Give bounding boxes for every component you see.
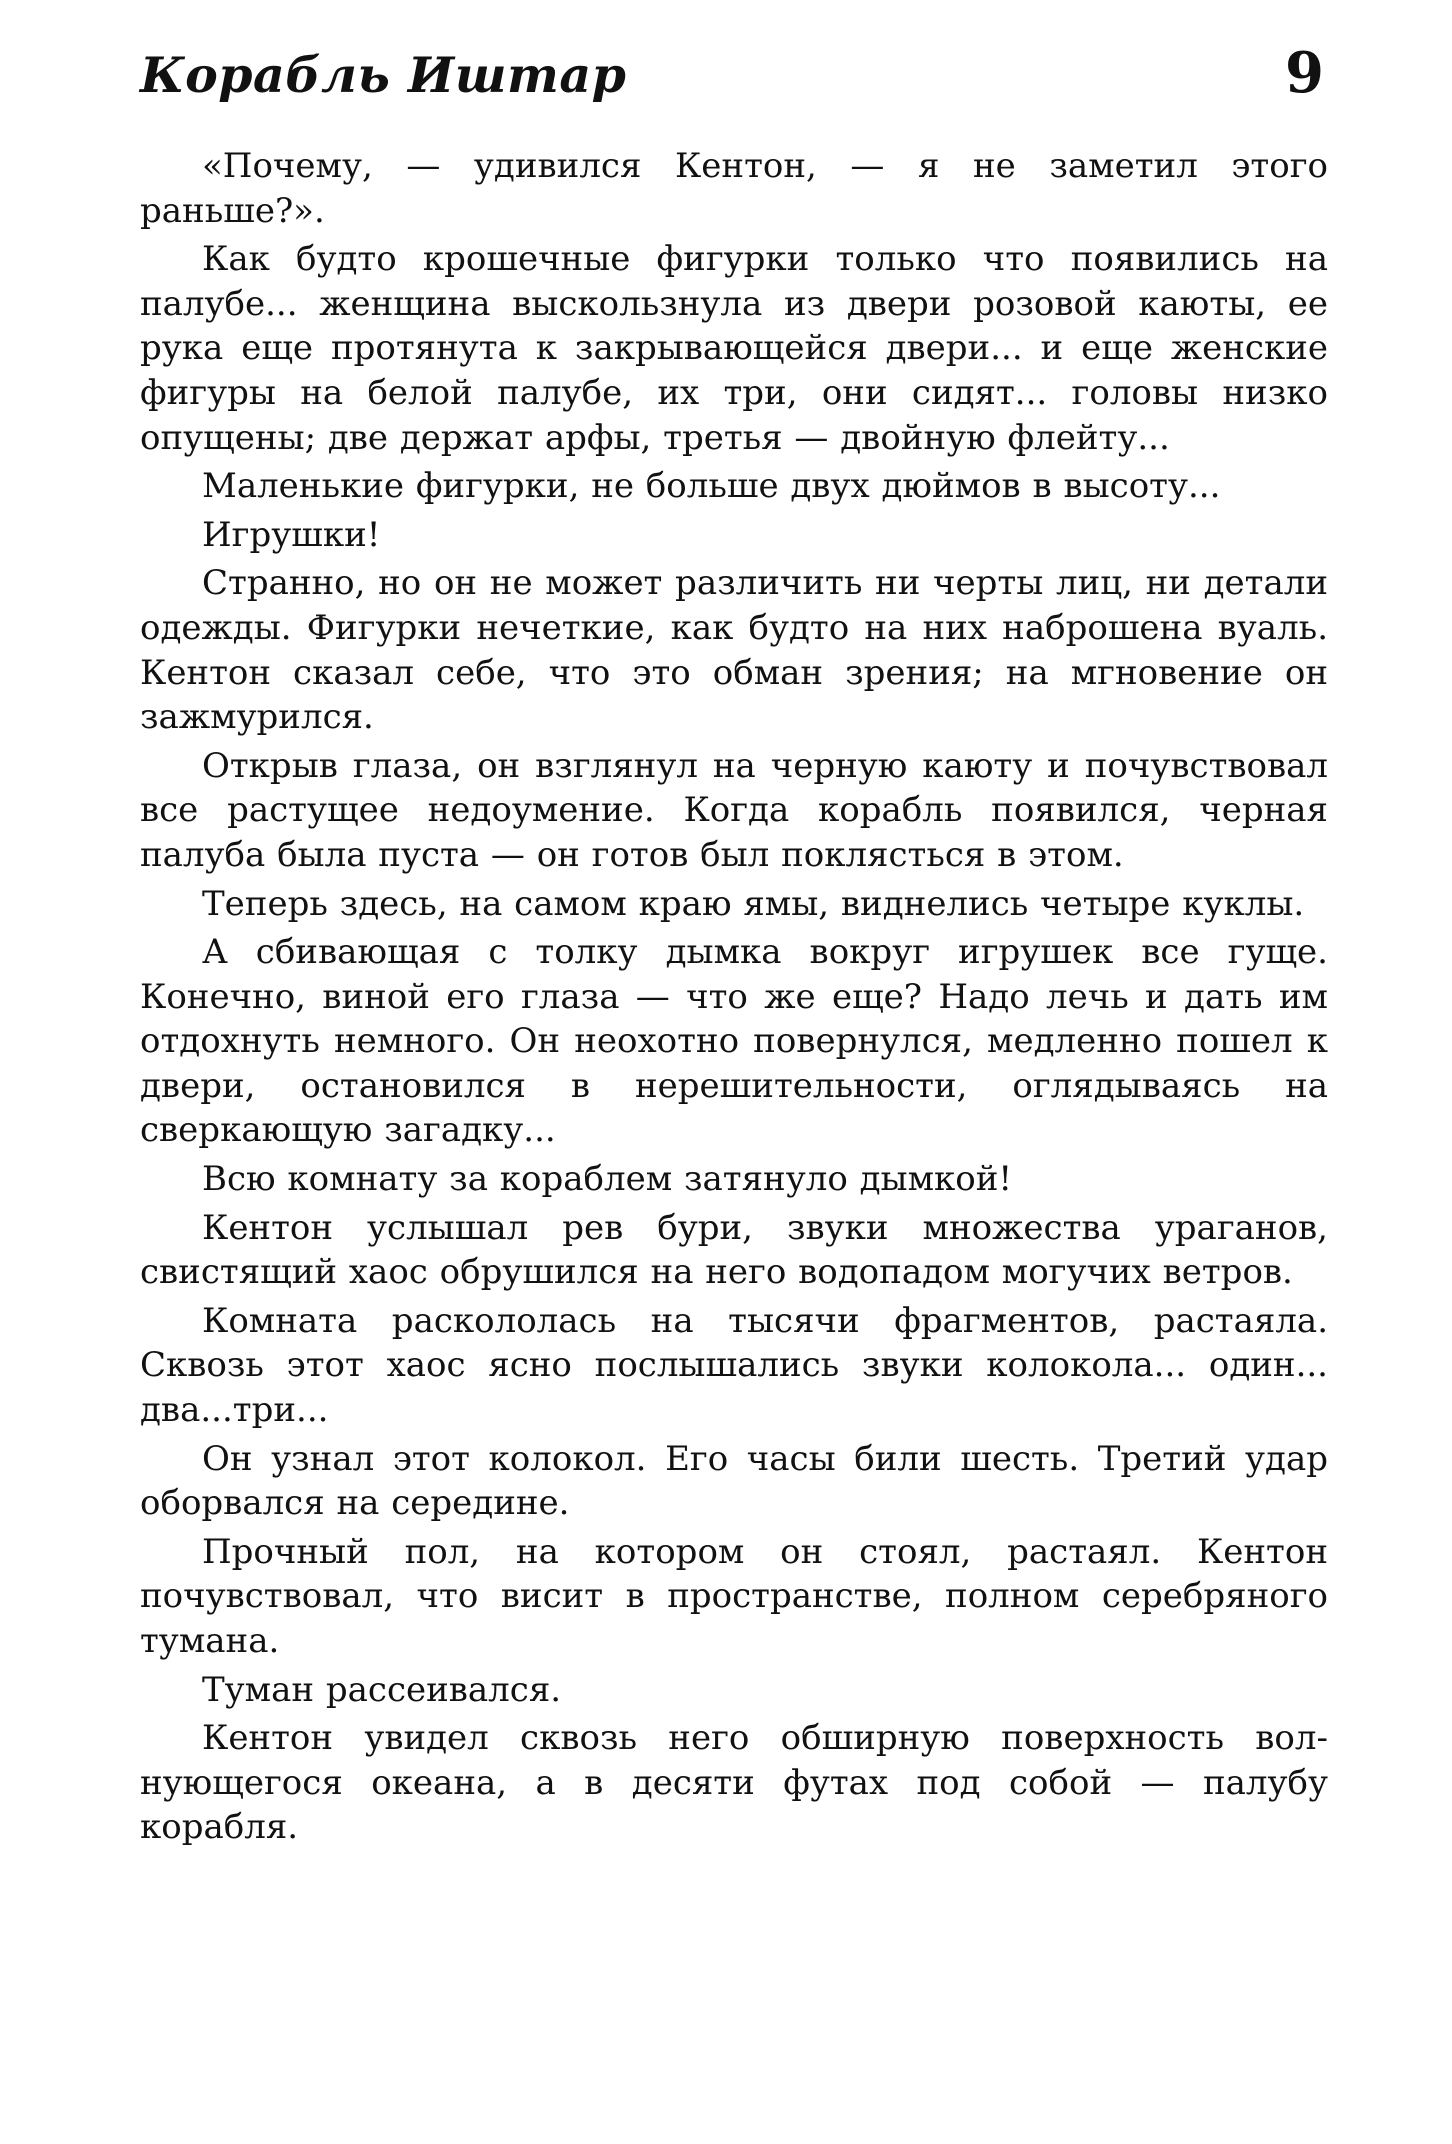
paragraph: Прочный пол, на котором он стоял, растаял. Кентон почувствовал, что висит в пространстве, полном серебряного тумана.	[140, 1531, 1328, 1661]
paragraph: А сбивающая с толку дымка вокруг игрушек все гуще. Конечно, виной его глаза — что же еще? Надо лечь и дать им отдохнуть немного. Он неохотно повернулся, медленно пошел к двери, остановился в нерешительности, оглядываясь на сверкающую загадку...	[140, 932, 1328, 1151]
paragraph: Комната раскололась на тысячи фрагментов, растаяла. Сквозь этот хаос ясно послышались звуки колокола... один... два...три...	[140, 1300, 1328, 1431]
paragraph: Он узнал этот колокол. Его часы били шесть. Третий удар оборвался на середине.	[140, 1438, 1328, 1524]
book-page	[140, 40, 1328, 1854]
paragraph: Маленькие фигурки, не больше двух дюймов в высоту...	[202, 466, 1221, 507]
paragraph: Игрушки!	[202, 514, 381, 555]
paragraph: «Почему, — удивился Кентон, — я не заметил этого раньше?».	[140, 146, 1328, 231]
running-header	[140, 40, 1328, 122]
paragraph: Кентон увидел сквозь него обширную поверхность волнующегося океана, а в десяти футах под собой — палубу корабля.	[140, 1718, 1328, 1848]
paragraph: Кентон услышал рев бури, звуки множества ураганов, свистящий хаос обрушился на него водопадом могучих ветров.	[140, 1207, 1328, 1293]
paragraph: Открыв глаза, он взглянул на черную каюту и почувствовал все растущее недоумение. Когда корабль появился, черная палуба была пуста — он готов был поклясться в этом.	[140, 745, 1328, 875]
body-text	[140, 144, 1328, 1850]
paragraph: Теперь здесь, на самом краю ямы, виднелись четыре куклы.	[202, 883, 1305, 924]
paragraph: Туман рассеивался.	[202, 1669, 562, 1710]
page-number: 9	[1285, 40, 1324, 106]
paragraph: Странно, но он не может различить ни черты лиц, ни детали одежды. Фигурки нечеткие, как будто на них наброшена вуаль. Кентон сказал себе, что это обман зрения; на мгновение он зажмурился.	[140, 563, 1328, 738]
paragraph: Как будто крошечные фигурки только что появились на палубе... женщина выскользнула из двери розовой каюты, ее рука еще протянута к закрывающейся двери... и еще женские фигуры на белой палубе, их три, они сидят... головы низко опущены; две держат арфы, третья — двойную флейту...	[140, 239, 1328, 458]
running-title: Корабль Иштар	[140, 46, 627, 104]
paragraph: Всю комнату за кораблем затянуло дымкой!	[202, 1159, 1013, 1200]
